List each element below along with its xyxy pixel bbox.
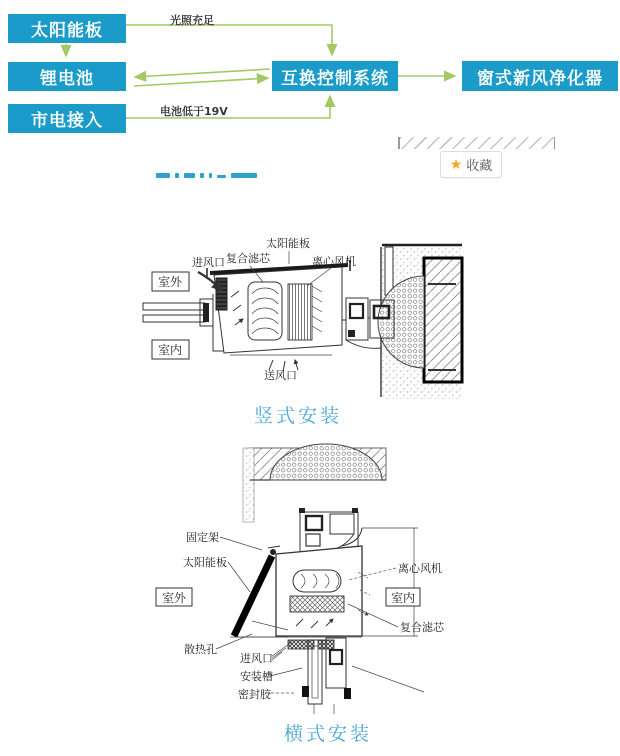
fragment-bar [156, 173, 170, 178]
label-air-inlet: 进风口 [192, 256, 225, 269]
caption-horizontal-install: 横式安装 [284, 723, 373, 745]
window-sill-frame [302, 638, 424, 714]
favorite-label: 收藏 [466, 159, 493, 174]
fragment-bar [200, 173, 204, 178]
ceiling-wall-section [243, 444, 386, 522]
cropped-drawing-strip [398, 137, 555, 149]
label-air-inlet-h: 进风口 [240, 652, 273, 665]
cropped-heading-fragment [156, 171, 257, 178]
label-bracket: 固定架 [186, 531, 219, 544]
window-head-frame [299, 508, 358, 552]
edge-label-low-battery: 电池低于19V [160, 105, 228, 118]
callouts-vertical [152, 236, 356, 382]
purifier-unit [207, 260, 350, 372]
fragment-bar [231, 173, 257, 178]
label-slot: 安装槽 [240, 670, 273, 683]
label-solar-panel-h: 太阳能板 [183, 556, 227, 569]
node-solar-panel: 太阳能板 [8, 14, 126, 43]
edge-mains-controller [126, 96, 330, 118]
label-outdoor-h: 室外 [162, 591, 187, 605]
fragment-bar [209, 173, 212, 178]
node-window-purifier: 窗式新风净化器 [462, 61, 618, 91]
edge-label-sunlight: 光照充足 [170, 14, 214, 27]
edge-battery-controller [134, 78, 268, 86]
label-sealant: 密封胶 [238, 688, 271, 701]
node-mains-power: 市电接入 [8, 104, 126, 133]
node-switch-control-system: 互换控制系统 [272, 61, 398, 91]
caption-vertical-install: 竖式安装 [254, 405, 343, 427]
label-fan-h: 离心风机 [398, 562, 442, 575]
wall-section [378, 245, 462, 399]
edge-solar-controller [126, 25, 332, 55]
label-filter-h: 复合滤芯 [400, 621, 444, 634]
label-indoor: 室内 [158, 343, 183, 357]
horizontal-install-drawing [0, 440, 620, 756]
star-icon: ★ [449, 156, 463, 173]
label-heat-vent: 散热孔 [184, 643, 217, 656]
vertical-install-drawing [0, 222, 620, 434]
fragment-bar [175, 173, 179, 178]
label-outdoor: 室外 [158, 275, 183, 289]
label-fan: 离心风机 [312, 255, 356, 268]
label-air-outlet: 送风口 [264, 369, 297, 382]
label-indoor-h: 室内 [391, 591, 416, 605]
node-lithium-battery: 锂电池 [8, 62, 126, 91]
fragment-bar [217, 175, 226, 178]
label-filter: 复合滤芯 [226, 252, 270, 265]
label-solar-panel: 太阳能板 [266, 237, 310, 250]
fragment-bar [184, 173, 195, 178]
edge-controller-battery [135, 69, 270, 77]
favorite-button[interactable] [440, 151, 502, 178]
